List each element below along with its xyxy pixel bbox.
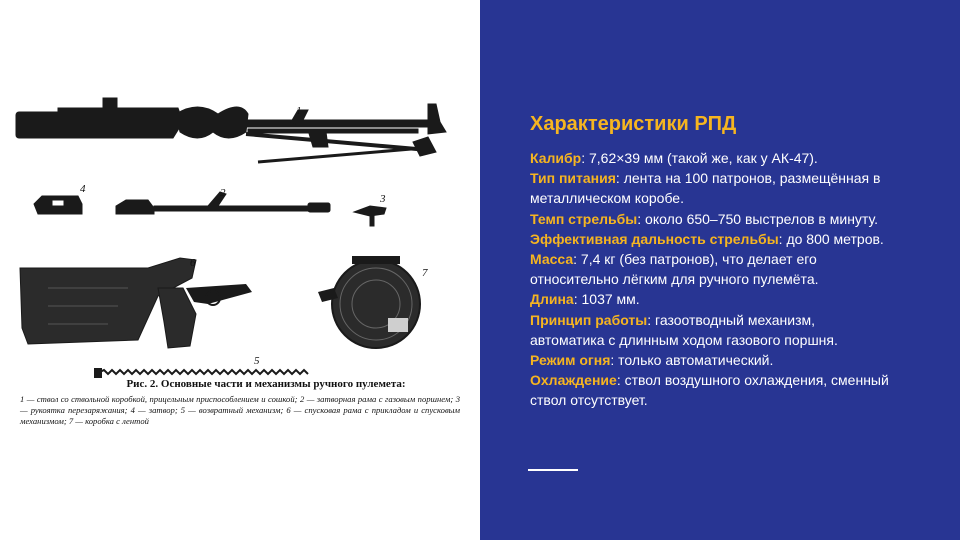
decorative-underline bbox=[528, 469, 578, 471]
spec-effective-range bbox=[530, 229, 890, 249]
label-1: 1 bbox=[296, 105, 302, 117]
spec-label: Темп стрельбы bbox=[530, 210, 638, 227]
spec-label: Принцип работы bbox=[530, 311, 648, 328]
spec-rate-of-fire bbox=[530, 209, 890, 229]
caption-title: Рис. 2. Основные части и механизмы ручного пулемета: bbox=[126, 378, 406, 390]
spec-value: : лента на 100 патронов, размещённая в металлическом коробе. bbox=[530, 170, 881, 207]
spec-length bbox=[530, 289, 890, 309]
spec-label: Длина bbox=[530, 291, 574, 308]
spec-value: : 7,62×39 мм (такой же, как у АК-47). bbox=[581, 150, 818, 166]
spec-value: : газоотводный механизм, автоматика с длинным ходом газового поршня. bbox=[530, 311, 838, 348]
spec-value: : до 800 метров. bbox=[778, 230, 884, 247]
spec-label: Эффективная дальность стрельбы bbox=[530, 230, 779, 247]
part-4-bolt bbox=[34, 196, 82, 214]
slide-title: Характеристики РПД bbox=[530, 113, 737, 135]
label-7: 7 bbox=[422, 267, 428, 279]
figure-caption bbox=[20, 378, 460, 427]
spec-value: : 1037 мм. bbox=[573, 291, 640, 308]
spec-label: Масса bbox=[530, 251, 574, 268]
spec-cooling bbox=[530, 370, 890, 410]
specs-list bbox=[530, 148, 890, 411]
spec-value: : 7,4 кг (без патронов), что делает его относительно лёгким для ручного пулемёта. bbox=[530, 251, 819, 288]
label-2: 2 bbox=[220, 187, 226, 199]
part-7-drum-box bbox=[318, 256, 420, 348]
spec-feed bbox=[530, 168, 890, 208]
part-5-recoil-spring bbox=[94, 368, 308, 378]
spec-label: Калибр bbox=[530, 150, 582, 166]
part-6-trigger-frame-stock bbox=[20, 258, 252, 348]
part-1-barrel-receiver bbox=[16, 98, 446, 162]
spec-label: Охлаждение bbox=[530, 372, 617, 389]
spec-weight bbox=[530, 249, 890, 289]
part-3-charging-handle bbox=[354, 206, 386, 226]
spec-value: : около 650–750 выстрелов в минуту. bbox=[637, 210, 878, 227]
spec-label: Режим огня bbox=[530, 352, 611, 369]
spec-caliber bbox=[530, 148, 890, 168]
spec-value: : только автоматический. bbox=[610, 352, 774, 369]
label-3: 3 bbox=[380, 193, 386, 205]
spec-fire-mode bbox=[530, 350, 890, 370]
caption-body: 1 — ствол со ствольной коробкой, прицельным приспособлением и сошкой; 2 — затворная рама с газовым поршнем; 3 — рукоятка перезаряжания; 4 — затвор; 5 — возвратный механизм; 6 — спусковая рама с прикладом и спусковым механизмом; 7 — коробка с лентой bbox=[20, 394, 460, 426]
label-5: 5 bbox=[254, 355, 260, 367]
spec-label: Тип питания bbox=[530, 170, 616, 187]
label-4: 4 bbox=[80, 183, 86, 195]
spec-operation bbox=[530, 310, 890, 350]
spec-value: : ствол воздушного охлаждения, сменный ствол отсутствует. bbox=[530, 372, 889, 409]
label-6: 6 bbox=[190, 257, 196, 269]
